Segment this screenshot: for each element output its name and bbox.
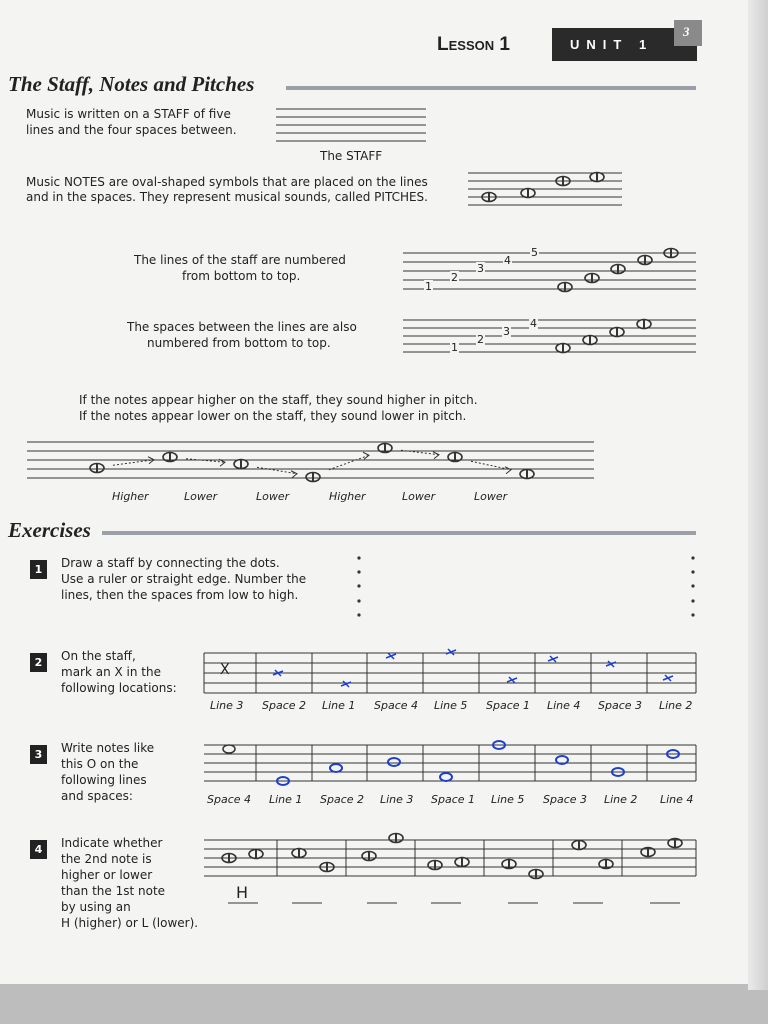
pitch-text-2: If the notes appear lower on the staff, they sound lower in pitch. <box>79 409 467 423</box>
direction-label: Lower <box>402 490 436 503</box>
ex3-label: Space 3 <box>543 793 588 806</box>
ex2-label: Space 2 <box>262 699 307 712</box>
pen-note <box>440 773 452 781</box>
exercise-4-number: 4 <box>30 840 47 859</box>
exercises-title: Exercises <box>8 518 91 542</box>
staff-dot <box>691 584 694 587</box>
exercise-1-text-3: lines, then the spaces from low to high. <box>61 588 299 602</box>
ex3-label: Line 4 <box>660 793 694 806</box>
direction-label: Lower <box>474 490 508 503</box>
exercise-1-dots <box>357 556 694 616</box>
line-number: 1 <box>425 280 432 293</box>
staff-dot <box>357 584 360 587</box>
staff-dot <box>357 613 360 616</box>
pen-note <box>330 764 342 772</box>
exercise-3-text-4: and spaces: <box>61 789 133 803</box>
direction-label: Lower <box>256 490 290 503</box>
lesson-title: Lesson 1 <box>437 34 510 55</box>
ex2-label: Space 4 <box>374 699 419 712</box>
ex2-label: Line 4 <box>547 699 581 712</box>
exercise-2-text-3: following locations: <box>61 681 177 695</box>
exercise-4-text-1: Indicate whether <box>61 836 163 850</box>
direction-label: Higher <box>329 490 366 503</box>
exercise-2-example-x: X <box>220 662 230 678</box>
space-number: 2 <box>477 333 484 346</box>
page-right-edge <box>748 0 768 990</box>
pen-x-mark <box>446 649 456 655</box>
staff-dot <box>691 613 694 616</box>
staff-dot <box>357 570 360 573</box>
exercise-4-text-4: than the 1st note <box>61 884 166 898</box>
ex3-label: Space 2 <box>320 793 365 806</box>
pen-x-mark <box>341 681 351 687</box>
ex2-label: Line 1 <box>322 699 356 712</box>
staff-text-1: Music is written on a STAFF of five <box>26 107 231 121</box>
staff-caption: The STAFF <box>320 149 383 163</box>
exercise-3-number: 3 <box>30 745 47 764</box>
ex2-label: Space 1 <box>486 699 531 712</box>
exercise-2-pen-marks <box>273 649 673 687</box>
notes-text-1-content: Music NOTES are oval-shaped symbols that are placed on the lines <box>26 175 428 189</box>
pen-x-mark <box>548 656 558 662</box>
ex2-label: Line 3 <box>210 699 244 712</box>
ex2-label: Line 2 <box>659 699 693 712</box>
staff-dot <box>691 556 694 559</box>
line-number: 3 <box>477 262 484 275</box>
staff-dot <box>691 599 694 602</box>
exercise-3-text-1: Write notes like <box>61 741 155 755</box>
exercise-4-first-answer: H <box>236 883 249 902</box>
ex3-label: Space 4 <box>207 793 252 806</box>
line-number: 4 <box>504 254 511 267</box>
exercise-3-text-2: this O on the <box>61 757 139 771</box>
exercise-2-text-2: mark an X in the <box>61 665 161 679</box>
spaces-text-2: numbered from bottom to top. <box>147 336 331 350</box>
direction-label: Lower <box>184 490 218 503</box>
exercise-2-text-1: On the staff, <box>61 649 136 663</box>
exercise-4-text-2: the 2nd note is <box>61 852 152 866</box>
exercise-1-text-1: Draw a staff by connecting the dots. <box>61 556 280 570</box>
ex3-label: Line 1 <box>269 793 303 806</box>
ex2-label: Line 5 <box>434 699 468 712</box>
pen-x-mark <box>606 661 616 667</box>
exercise-4-text-6: H (higher) or L (lower). <box>61 916 199 930</box>
exercise-1-text-2: Use a ruler or straight edge. Number the <box>61 572 307 586</box>
notes-text-2: and in the spaces. They represent musical sounds, called PITCHES. <box>26 190 428 204</box>
space-number: 4 <box>530 317 537 330</box>
staff-text-2: lines and the four spaces between. <box>26 123 237 137</box>
pen-x-mark <box>663 675 673 681</box>
staff-dot <box>357 599 360 602</box>
ex3-label: Line 5 <box>491 793 525 806</box>
space-number: 1 <box>451 341 458 354</box>
unit-label: UNIT 1 <box>570 37 654 52</box>
lines-text-1: The lines of the staff are numbered <box>134 253 346 267</box>
pen-note <box>388 758 400 766</box>
direction-label: Higher <box>112 490 149 503</box>
ex3-label: Space 1 <box>431 793 476 806</box>
exercise-1-number: 1 <box>30 560 47 579</box>
exercise-4-staff <box>204 834 696 879</box>
page-number: 3 <box>683 24 690 39</box>
example-open-note <box>223 745 235 753</box>
line-number: 5 <box>531 246 538 259</box>
exercise-4-text-5: by using an <box>61 900 131 914</box>
pen-x-mark <box>386 653 396 659</box>
exercise-4-text-3: higher or lower <box>61 868 153 882</box>
exercise-3-text-3: following lines <box>61 773 147 787</box>
line-number: 2 <box>451 271 458 284</box>
lines-text-2: from bottom to top. <box>182 269 301 283</box>
section-title: The Staff, Notes and Pitches <box>8 72 255 96</box>
staff-dot <box>691 570 694 573</box>
pen-x-mark <box>507 677 517 683</box>
pitch-text-1: If the notes appear higher on the staff, they sound higher in pitch. <box>79 393 478 407</box>
ex2-label: Space 3 <box>598 699 643 712</box>
exercise-2-number: 2 <box>30 653 47 672</box>
space-number: 3 <box>503 325 510 338</box>
ex3-label: Line 2 <box>604 793 638 806</box>
ex3-label: Line 3 <box>380 793 414 806</box>
staff-dot <box>357 556 360 559</box>
spaces-text-1: The spaces between the lines are also <box>127 320 357 334</box>
page-bottom-edge <box>0 984 768 1024</box>
